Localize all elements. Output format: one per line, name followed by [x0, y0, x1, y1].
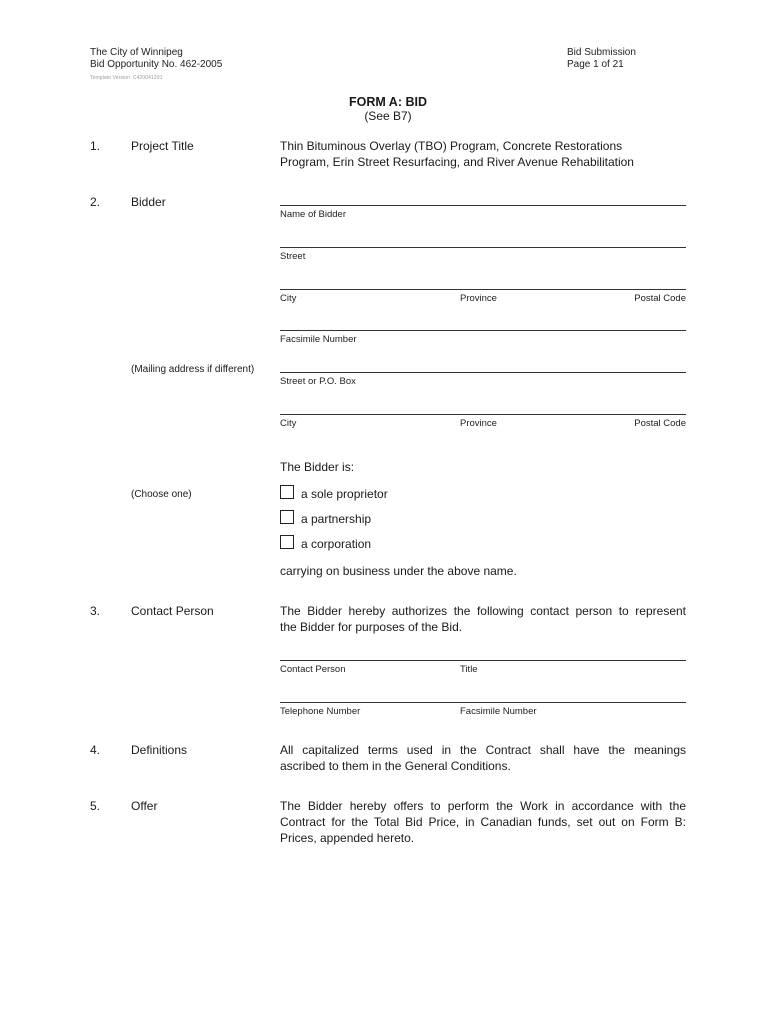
- project-title-line-2: Program, Erin Street Resurfacing, and River Avenue Rehabilitation: [280, 155, 634, 169]
- name-of-bidder-caption: Name of Bidder: [280, 209, 347, 220]
- header-doc-type: Bid Submission: [567, 47, 636, 58]
- header-org: The City of Winnipeg: [90, 47, 183, 58]
- section-1-label: Project Title: [131, 139, 194, 153]
- header-template-version: Template Version: C420041201: [90, 75, 163, 81]
- street-caption: Street: [280, 251, 306, 262]
- definitions-text-line-2: ascribed to them in the General Conditions.: [280, 759, 511, 773]
- contact-facsimile-caption: Facsimile Number: [460, 706, 537, 717]
- mailing-province-caption: Province: [460, 418, 497, 429]
- offer-text-line-2: Contract for the Total Bid Price, in Canadian funds, set out on Form B:: [280, 815, 686, 829]
- facsimile-caption: Facsimile Number: [280, 334, 357, 345]
- facsimile-line[interactable]: [280, 330, 686, 331]
- project-title-line-1: Thin Bituminous Overlay (TBO) Program, Concrete Restorations: [280, 139, 623, 153]
- mailing-city-province-postal-line[interactable]: [280, 414, 686, 415]
- partnership-label: a partnership: [301, 512, 372, 526]
- corporation-label: a corporation: [301, 537, 372, 551]
- sole-proprietor-label: a sole proprietor: [301, 487, 388, 501]
- contact-person-text-line-2: the Bidder for purposes of the Bid.: [280, 620, 463, 634]
- definitions-text-line-1: All capitalized terms used in the Contract shall have the meanings: [280, 743, 686, 757]
- partnership-checkbox[interactable]: [280, 510, 294, 524]
- offer-text-line-3: Prices, appended hereto.: [280, 831, 415, 845]
- header-bid-number: Bid Opportunity No. 462-2005: [90, 59, 223, 70]
- telephone-caption: Telephone Number: [280, 706, 361, 717]
- contact-person-title-line[interactable]: [280, 660, 686, 661]
- mailing-postal-code-caption: Postal Code: [634, 418, 686, 429]
- province-caption: Province: [460, 293, 497, 304]
- corporation-checkbox[interactable]: [280, 535, 294, 549]
- section-4-label: Definitions: [131, 743, 188, 757]
- street-po-box-caption: Street or P.O. Box: [280, 376, 356, 387]
- telephone-facsimile-line[interactable]: [280, 702, 686, 703]
- section-4-number: 4.: [90, 743, 101, 757]
- contact-person-text-line-1: The Bidder hereby authorizes the following contact person to represent: [280, 604, 686, 618]
- city-province-postal-line[interactable]: [280, 289, 686, 290]
- form-title: FORM A: BID: [349, 95, 427, 109]
- street-line[interactable]: [280, 247, 686, 248]
- section-1-number: 1.: [90, 139, 101, 153]
- section-3-label: Contact Person: [131, 604, 214, 618]
- offer-text-line-1: The Bidder hereby offers to perform the Work in accordance with the: [280, 799, 686, 813]
- mailing-address-note: (Mailing address if different): [131, 364, 255, 375]
- section-5-number: 5.: [90, 799, 101, 813]
- carrying-on-business-text: carrying on business under the above name.: [280, 564, 517, 578]
- choose-one-note: (Choose one): [131, 489, 192, 500]
- section-5-label: Offer: [131, 799, 158, 813]
- header-page-number: Page 1 of 21: [567, 59, 624, 70]
- postal-code-caption: Postal Code: [634, 293, 686, 304]
- bidder-is-label: The Bidder is:: [280, 460, 355, 474]
- sole-proprietor-checkbox[interactable]: [280, 485, 294, 499]
- street-po-box-line[interactable]: [280, 372, 686, 373]
- mailing-city-caption: City: [280, 418, 297, 429]
- section-2-number: 2.: [90, 195, 101, 209]
- city-caption: City: [280, 293, 297, 304]
- section-2-label: Bidder: [131, 195, 166, 209]
- contact-person-caption: Contact Person: [280, 664, 346, 675]
- title-caption: Title: [460, 664, 478, 675]
- form-subtitle: (See B7): [364, 109, 412, 123]
- name-of-bidder-line[interactable]: [280, 205, 686, 206]
- section-3-number: 3.: [90, 604, 101, 618]
